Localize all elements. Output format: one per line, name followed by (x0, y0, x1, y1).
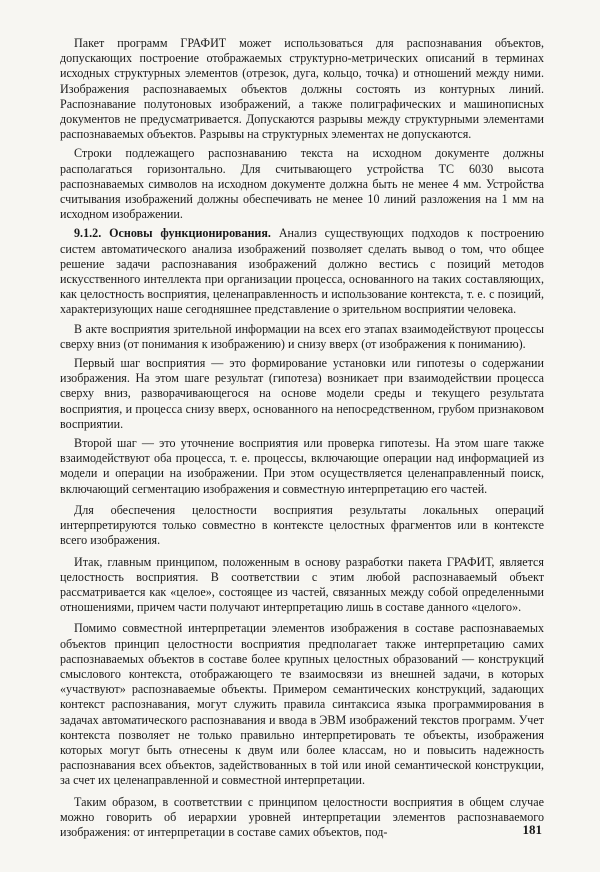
section-heading: 9.1.2. Основы функционирования. (74, 226, 271, 241)
paragraph-4: В акте восприятия зрительной информации на всех его этапах взаимодействуют процессы сверху вниз (от понимания к изображению) и снизу вверх (от изображения к пониманию). (60, 321, 544, 351)
paragraph-6: Второй шаг — это уточнение восприятия или проверка гипотезы. На этом шаге также взаимодействуют оба процесса, т. е. процессы, включающие операции над информацией из модели и операции на изображении. При этом осуществляется целенаправленный поиск, включающий сегментацию изображения и совместную интерпретацию его частей. (60, 436, 544, 496)
paragraph-5: Первый шаг восприятия — это формирование установки или гипотезы о содержании изображения. На этом шаге результат (гипотеза) возникает при взаимодействии процесса сверху вниз, разворачивающегося на основе модели среды и текущего результата восприятия, и процесса снизу вверх, основанного на непосредственном, грубом признаковом восприятии. (60, 356, 544, 431)
paragraph-8: Итак, главным принципом, положенным в основу разработки пакета ГРАФИТ, является целостность восприятия. В соответствии с этим любой распознаваемый объект рассматривается как «целое», состоящее из частей, связанных между собой определенными отношениями, причем части получают интерпретацию лишь в составе данного «целого». (60, 554, 544, 615)
paragraph-10: Таким образом, в соответствии с принципом целостности восприятия в общем случае можно говорить об иерархии уровней интерпретации элементов распознаваемого изображения: от интерпретации в составе самих объектов, под- (60, 794, 544, 839)
paragraph-7: Для обеспечения целостности восприятия результаты локальных операций интерпретируются только совместно в контексте целостных фрагментов или в контексте всего изображения. (60, 502, 544, 548)
paragraph-1: Пакет программ ГРАФИТ может использоваться для распознавания объектов, допускающих построение отображаемых структурно-метрических описаний в терминах исходных структурных элементов (отрезок, дуга, кольцо, точка) и отношений между ними. Изображения распознаваемых объектов должны состоять из контурных линий. Распознавание полутоновых изображений, а также полиграфических и машинописных документов не предусматривается. Допускаются разрывы между структурными элементами распознаваемых объектов. Разрывы на структурных элементах не допускаются. (60, 36, 544, 142)
paragraph-9: Помимо совместной интерпретации элементов изображения в составе распознаваемых объектов принцип целостности восприятия предполагает также интерпретацию самих распознаваемых объектов в составе более крупных целостных образований — конструкций смыслового контекста, отображающего те взаимосвязи из внешней задачи, в которых «участвуют» распознаваемые объекты. Примером семантических конструкций, задающих контекст распознавания, могут служить правила синтаксиса языка программирования в задачах автоматического распознавания и ввода в ЭВМ изображений текстов программ. Учет контекста позволяет не только правильно интерпретировать те объекты, изображения которых могут быть отнесены к двум или более классам, но и повысить надежность распознавания всех объектов, задействованных в той или иной семантической конструкции, за счет их целенаправленной и совместной интерпретации. (60, 621, 544, 788)
paragraph-3-section (60, 226, 544, 317)
page-number: 181 (522, 822, 542, 837)
paragraph-3-text: Анализ существующих подходов к построению систем автоматического анализа изображений позволяет сделать вывод о том, что общее решение задачи распознавания изображений должно вестись с позиций методов искусственного интеллекта при организации процесса, основанного на таких составляющих, как целостность восприятия, целенаправленность и использование контекста, т. е. с позиций, характеризующих наше сегодняшнее представление о зрительном восприятии человека. (60, 226, 544, 317)
body-text (60, 36, 544, 840)
paragraph-2: Строки подлежащего распознаванию текста на исходном документе должны располагаться горизонтально. Для считывающего устройства ТС 6030 высота распознаваемых символов на исходном документе должна быть не менее 4 мм. Устройства считывания изображений должны обеспечивать не менее 10 линий разложения на 1 мм на исходном изображении. (60, 146, 544, 222)
